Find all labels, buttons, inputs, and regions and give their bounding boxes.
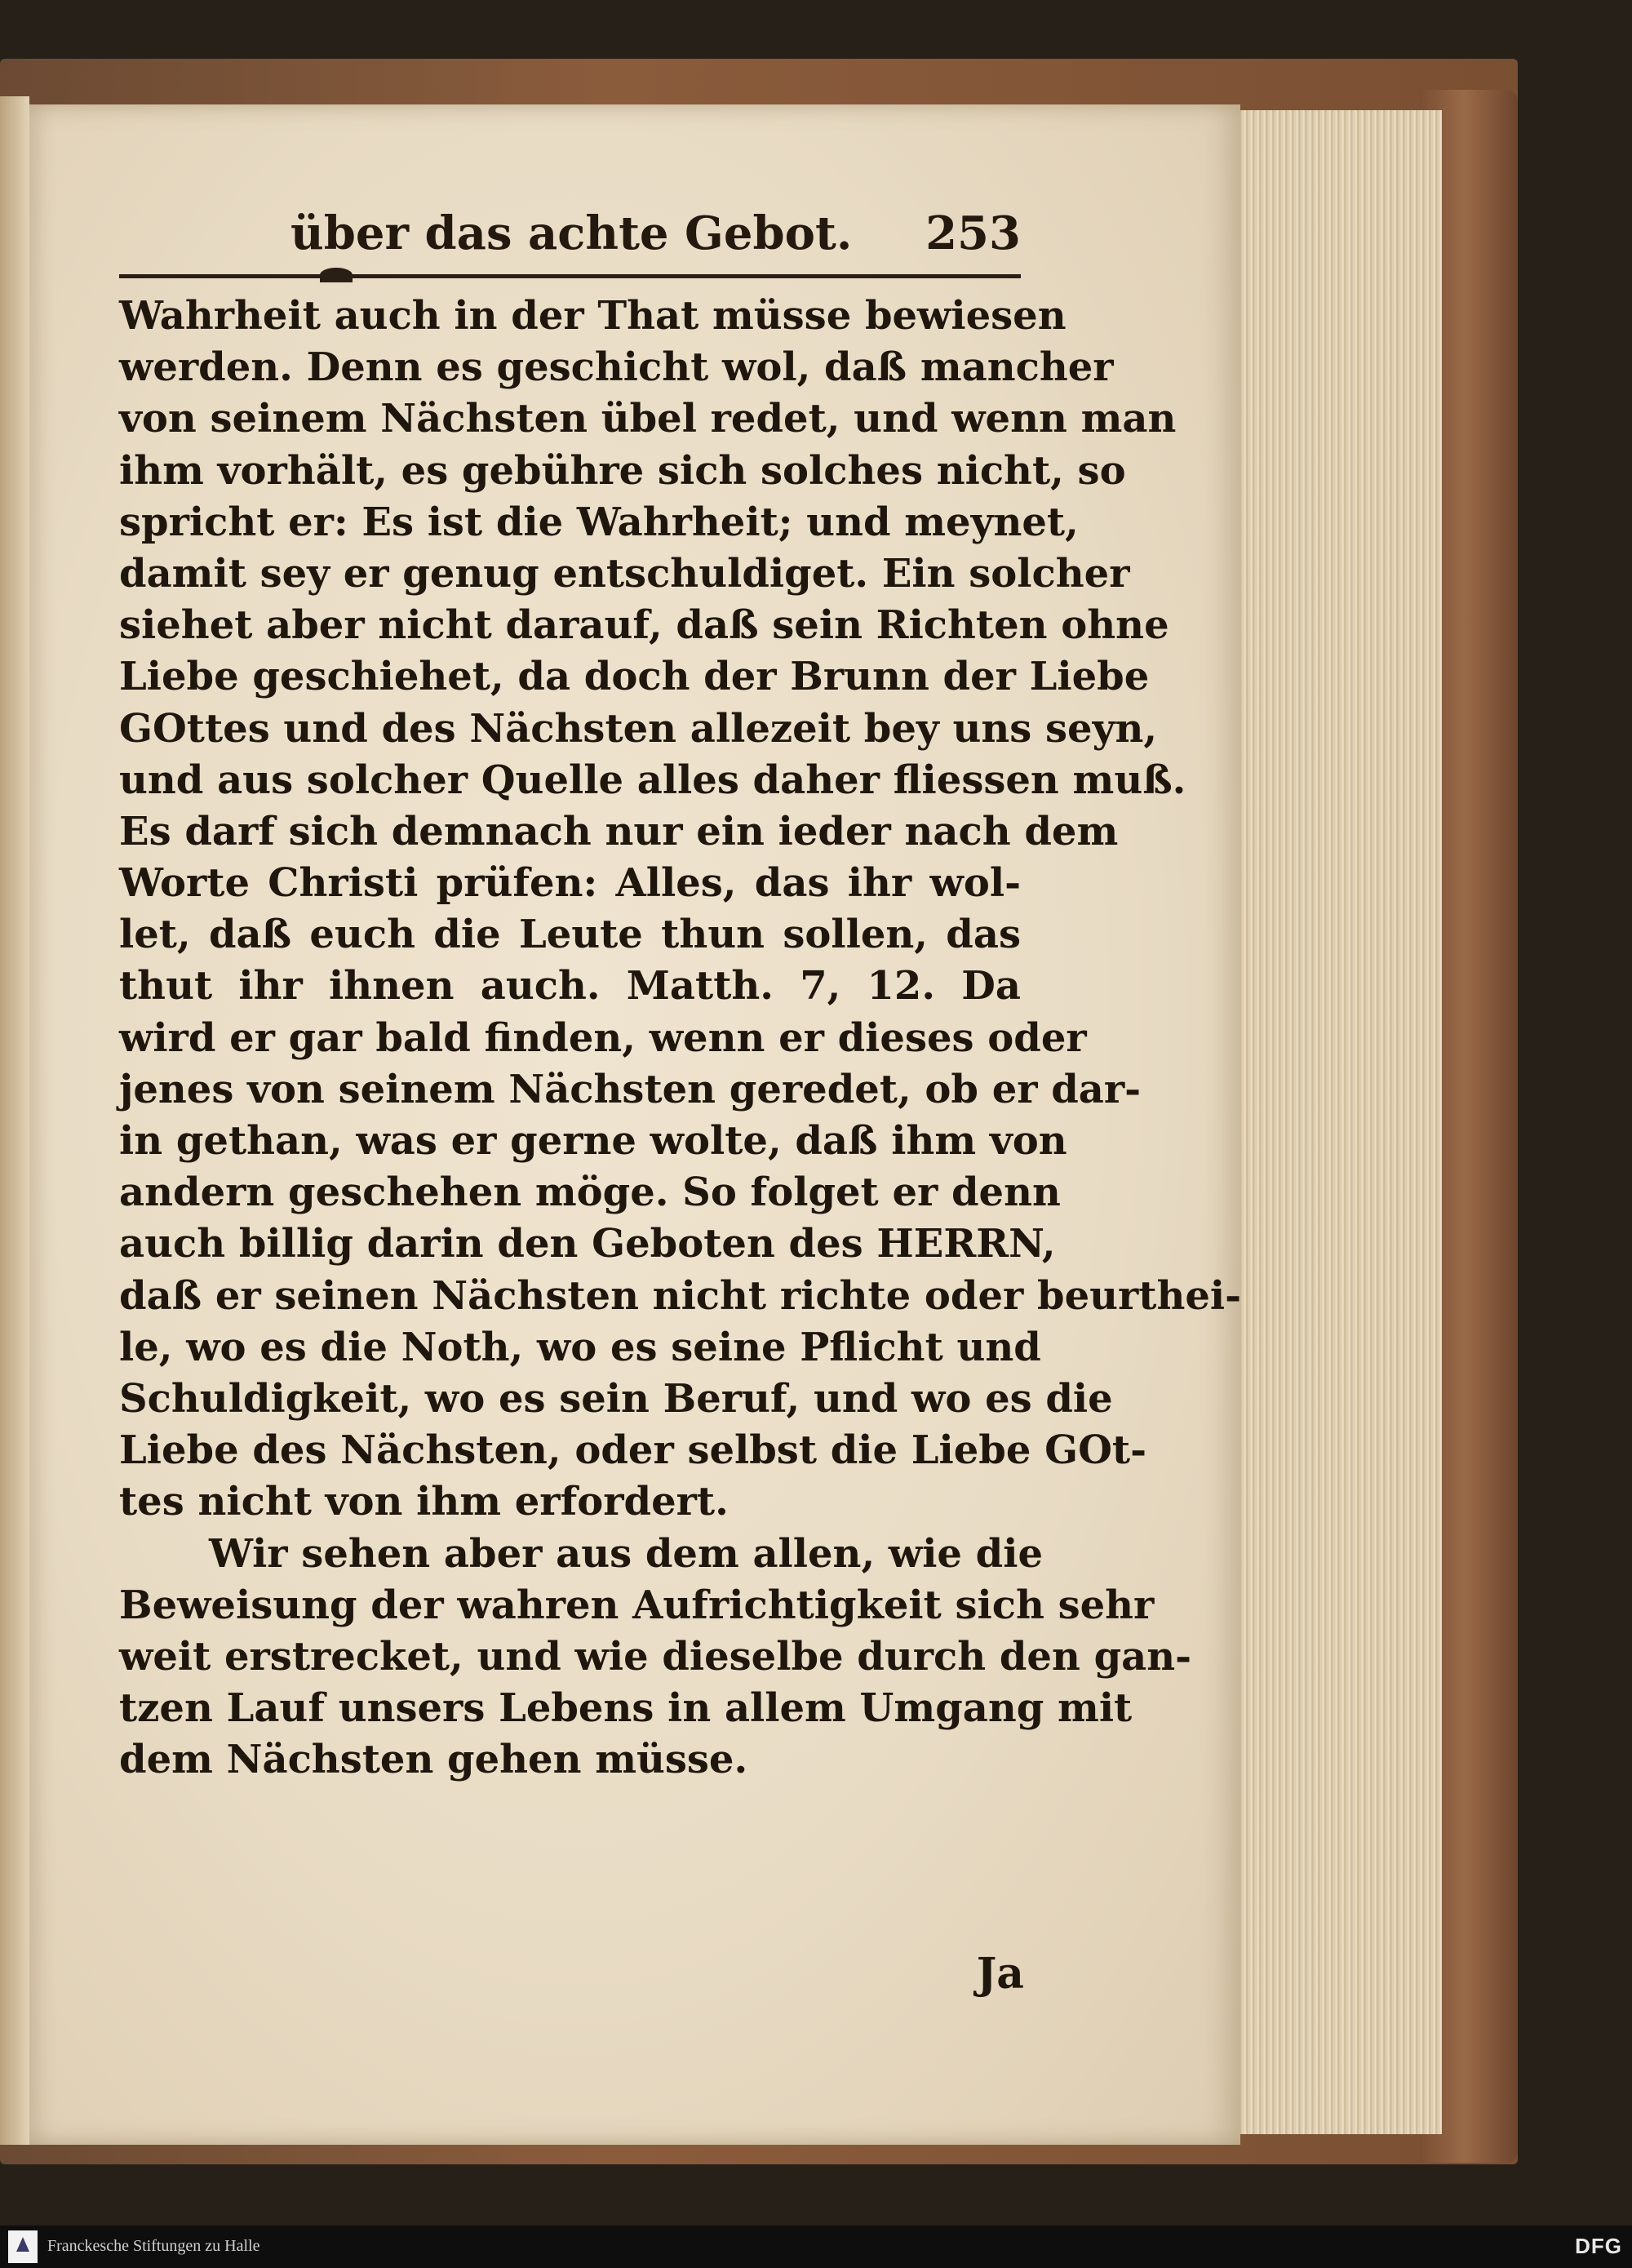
head-rule-ornament [320, 268, 353, 282]
catchword: Ja [976, 1949, 1024, 1999]
text-line: wird er gar bald finden, wenn er dieses oder [119, 1014, 1087, 1061]
text-line: tes nicht von ihm erfordert. [119, 1479, 729, 1525]
running-head [119, 206, 1021, 280]
text-line: tzen Lauf unsers Lebens in allem Umgang mit [119, 1685, 1133, 1732]
logo-mark-icon [16, 2237, 29, 2252]
text-line: Liebe geschiehet, da doch der Brunn der Liebe [119, 654, 1150, 700]
text-line: GOttes und des Nächsten allezeit bey uns seyn, [119, 705, 1158, 752]
text-line: jenes von seinem Nächsten geredet, ob er dar- [119, 1066, 1142, 1112]
text-line: Liebe des Nächsten, oder selbst die Liebe GOt- [119, 1427, 1146, 1474]
text-line: auch billig darin den Geboten des HERRN, [119, 1221, 1056, 1267]
text-line: Es darf sich demnach nur ein ieder nach dem [119, 808, 1119, 854]
text-line: Worte Christi prüfen: Alles, das ihr wol- [119, 860, 1021, 907]
text-line: weit erstrecket, und wie dieselbe durch den gan- [119, 1633, 1192, 1680]
page-edges [1228, 110, 1442, 2134]
text-line: in gethan, was er gerne wolte, daß ihm von [119, 1118, 1067, 1164]
text-line: ihm vorhält, es gebühre sich solches nicht, so [119, 447, 1126, 494]
book-page [29, 104, 1240, 2145]
text-line: von seinem Nächsten übel redet, und wenn man [119, 396, 1177, 442]
running-title: über das achte Gebot. [290, 206, 853, 260]
institution-logo-icon [8, 2230, 38, 2263]
dfg-logo: DFG [1575, 2234, 1622, 2258]
text-line: thut ihr ihnen auch. Matth. 7, 12. Da [119, 963, 1021, 1010]
text-line: siehet aber nicht darauf, daß sein Richten ohne [119, 602, 1169, 649]
text-line: Schuldigkeit, wo es sein Beruf, und wo es die [119, 1375, 1113, 1422]
text-line: damit sey er genug entschuldiget. Ein solcher [119, 550, 1130, 597]
footer-bar [0, 2226, 1632, 2268]
institution-name: Franckesche Stiftungen zu Halle [47, 2237, 260, 2255]
text-line: daß er seinen Nächsten nicht richte oder beurthei- [119, 1272, 1242, 1319]
text-line: Wir sehen aber aus dem allen, wie die [209, 1530, 1044, 1577]
text-line: dem Nächsten gehen müsse. [119, 1737, 748, 1783]
text-line: Wahrheit auch in der That müsse bewiesen [119, 293, 1067, 339]
text-line: spricht er: Es ist die Wahrheit; und meynet, [119, 499, 1079, 545]
text-line: andern geschehen möge. So folget er denn [119, 1170, 1061, 1216]
text-line: let, daß euch die Leute thun sollen, das [119, 912, 1021, 958]
body-text [119, 291, 1242, 1786]
page-number: 253 [925, 206, 1021, 260]
text-line: und aus solcher Quelle alles daher fliessen muß. [119, 757, 1186, 803]
text-line: Beweisung der wahren Aufrichtigkeit sich sehr [119, 1582, 1155, 1628]
head-rule [119, 274, 1021, 278]
text-line: werden. Denn es geschicht wol, daß mancher [119, 344, 1114, 391]
facing-page-edge [0, 96, 29, 2145]
text-line: le, wo es die Noth, wo es seine Pflicht und [119, 1324, 1041, 1370]
